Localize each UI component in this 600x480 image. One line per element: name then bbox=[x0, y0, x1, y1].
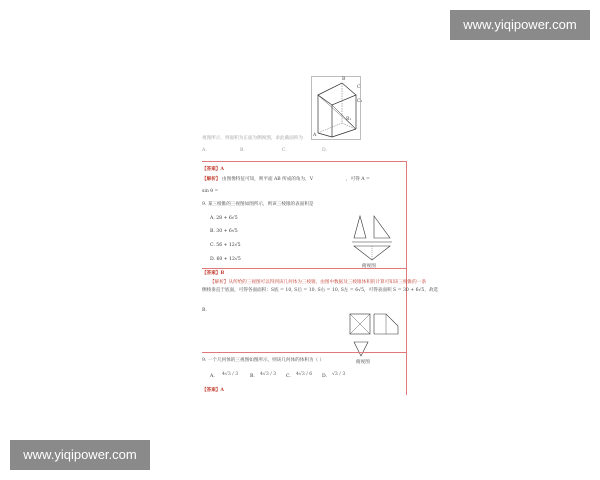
q10-option-d-value: √3 / 3 bbox=[332, 372, 346, 377]
q9-figure-caption: 俯视图 bbox=[362, 264, 376, 269]
intro-option-c: C. bbox=[282, 148, 287, 153]
q10-option-b: B. bbox=[250, 374, 255, 379]
watermark-top: www.yiqipower.com bbox=[450, 10, 590, 40]
q10-option-a-value: 4√3 / 3 bbox=[222, 372, 239, 377]
three-view-figure-9 bbox=[350, 212, 394, 276]
answer-9: 【答案】B bbox=[202, 271, 225, 276]
q10-option-c: C. bbox=[286, 374, 291, 379]
prism-diagram bbox=[312, 77, 363, 139]
q9-option-a: A. 28 + 6√5 bbox=[210, 216, 238, 221]
answer-10: 【答案】A bbox=[202, 388, 224, 393]
prism-figure bbox=[311, 76, 361, 140]
question-intro: 视图所示，则面积为正面为侧视图，求此截面积为 bbox=[202, 136, 304, 141]
three-view-diagram-9 bbox=[350, 212, 394, 272]
label-a: A bbox=[313, 133, 317, 138]
intro-option-b: B. bbox=[240, 148, 245, 153]
section-divider-right bbox=[406, 161, 407, 395]
analysis-1-text: 由图像特征可知，则平面 AB 所成的角为，V bbox=[222, 177, 314, 182]
q9-option-d: D. 60 + 12√5 bbox=[210, 257, 241, 262]
intro-option-a: A. bbox=[202, 148, 207, 153]
q10-option-a: A. bbox=[210, 374, 215, 379]
q10-option-d: D. bbox=[322, 374, 327, 379]
q10-option-b-value: 4√3 / 3 bbox=[260, 372, 277, 377]
analysis-9-line2: 侧棱垂直于底面，可得各面面积：S底 = 10, S后 = 10, S右 = 10, S左 = 6√5，可得表面积 S = 30 + 6√5，故选 bbox=[202, 288, 439, 293]
analysis-1-tail: ，可得 A = bbox=[346, 177, 370, 182]
q10-figure-caption: 俯视图 bbox=[356, 360, 370, 365]
analysis-9-line3: B. bbox=[202, 308, 207, 313]
question-10: 9. 一个几何体的三视图如图所示，则该几何体的体积为（ ） bbox=[202, 358, 325, 363]
section-divider-top bbox=[202, 161, 406, 162]
label-b: B bbox=[342, 77, 346, 82]
three-view-figure-10 bbox=[348, 312, 400, 372]
watermark-bottom: www.yiqipower.com bbox=[10, 440, 150, 470]
q10-option-c-value: 4√3 / 6 bbox=[296, 372, 313, 377]
section-divider-mid bbox=[202, 268, 406, 269]
label-b1: B₁ bbox=[346, 117, 352, 122]
q9-option-b: B. 30 + 6√5 bbox=[210, 229, 238, 234]
section-divider-bottom bbox=[202, 352, 406, 353]
scanned-document-page bbox=[200, 72, 439, 400]
label-c: C bbox=[357, 85, 361, 90]
label-c1: C₁ bbox=[357, 99, 363, 104]
answer-1: 【答案】A bbox=[202, 167, 224, 172]
analysis-9-line1: 【解析】从所给的三视图可以得到该几何体为三棱锥，由图中数据及三棱锥体积的计算可知该三棱锥的一条 bbox=[210, 280, 426, 285]
question-9: 9. 某三棱锥的三视图如图所示，则该三棱锥的表面积是 bbox=[202, 202, 314, 207]
intro-option-d: D. bbox=[322, 148, 327, 153]
analysis-1-lead: 【解析】 bbox=[202, 177, 221, 182]
analysis-1-line2: sin θ = bbox=[202, 189, 219, 194]
q9-option-c: C. 56 + 12√5 bbox=[210, 243, 241, 248]
